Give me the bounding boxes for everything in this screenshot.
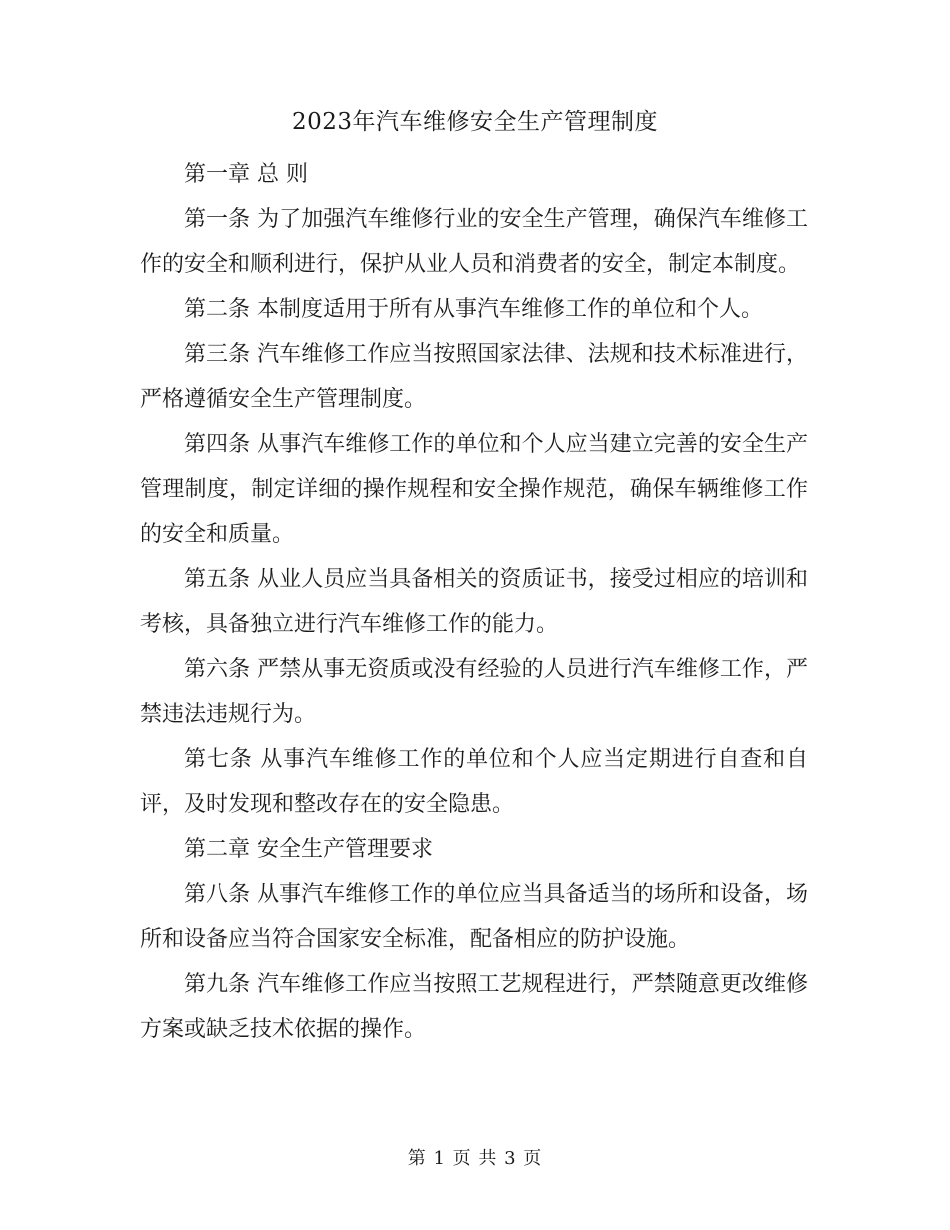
article-6: 第六条 严禁从事无资质或没有经验的人员进行汽车维修工作，严禁违法违规行为。 — [140, 657, 808, 727]
article-4: 第四条 从事汽车维修工作的单位和个人应当建立完善的安全生产管理制度，制定详细的操作规程和安全操作规范，确保车辆维修工作的安全和质量。 — [140, 432, 808, 547]
chapter-heading-2: 第二章 安全生产管理要求 — [184, 837, 433, 862]
article-1: 第一条 为了加强汽车维修行业的安全生产管理，确保汽车维修工作的安全和顺利进行，保护从业人员和消费者的安全，制定本制度。 — [140, 207, 808, 277]
page-footer: 第 1 页 共 3 页 — [407, 1148, 543, 1169]
document-title: 2023年汽车维修安全生产管理制度 — [291, 109, 659, 135]
article-5: 第五条 从业人员应当具备相关的资质证书，接受过相应的培训和考核，具备独立进行汽车维修工作的能力。 — [140, 567, 808, 637]
chapter-heading-1: 第一章 总 则 — [184, 162, 308, 187]
article-8: 第八条 从事汽车维修工作的单位应当具备适当的场所和设备，场所和设备应当符合国家安全标准，配备相应的防护设施。 — [140, 882, 808, 952]
article-2: 第二条 本制度适用于所有从事汽车维修工作的单位和个人。 — [184, 297, 763, 322]
article-9: 第九条 汽车维修工作应当按照工艺规程进行，严禁随意更改维修方案或缺乏技术依据的操作。 — [140, 972, 808, 1042]
document-body — [140, 152, 808, 1052]
article-7: 第七条 从事汽车维修工作的单位和个人应当定期进行自查和自评，及时发现和整改存在的安全隐患。 — [140, 747, 808, 817]
article-3: 第三条 汽车维修工作应当按照国家法律、法规和技术标准进行，严格遵循安全生产管理制度。 — [140, 342, 808, 412]
